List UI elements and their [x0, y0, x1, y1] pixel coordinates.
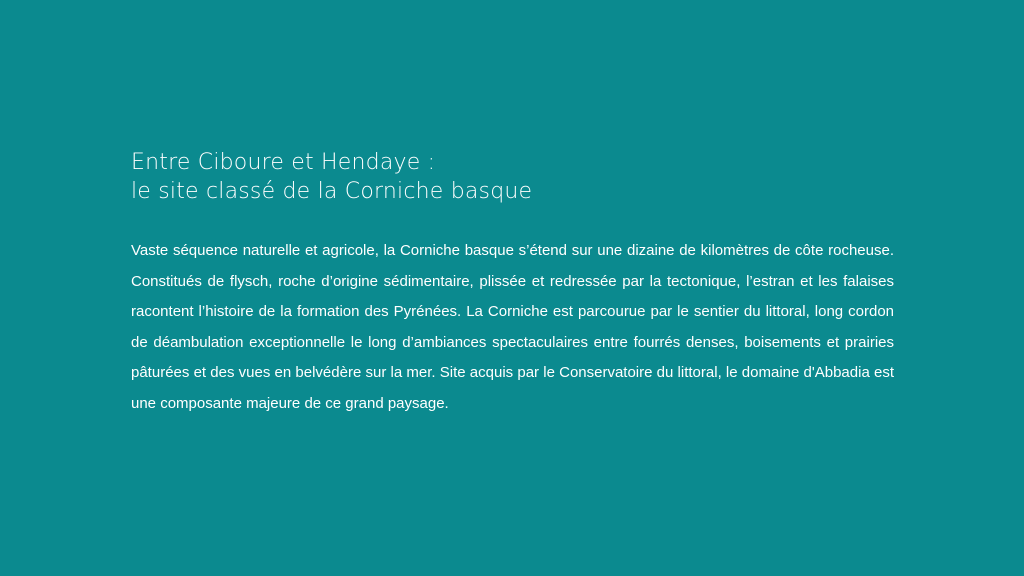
slide-title-line-1: Entre Ciboure et Hendaye :: [131, 150, 436, 175]
slide-content: [131, 148, 894, 419]
slide-title-line-2: le site classé de la Corniche basque: [131, 179, 533, 204]
slide-title: [131, 148, 894, 206]
slide-paragraph: Vaste séquence naturelle et agricole, la Corniche basque s’étend sur une dizaine de kilomètres de côte rocheuse. Constitués de flysch, roche d’origine sédimentaire, plissée et redressée par la tectonique, l’estran et les falaises racontent l’histoire de la formation des Pyrénées. La Corniche est parcourue par le sentier du littoral, long cordon de déambulation exceptionnelle le long d’ambiances spectaculaires entre fourrés denses, boisements et prairies pâturées et des vues en belvédère sur la mer. Site acquis par le Conservatoire du littoral, le domaine d'Abbadia est une composante majeure de ce grand paysage.: [131, 242, 894, 412]
